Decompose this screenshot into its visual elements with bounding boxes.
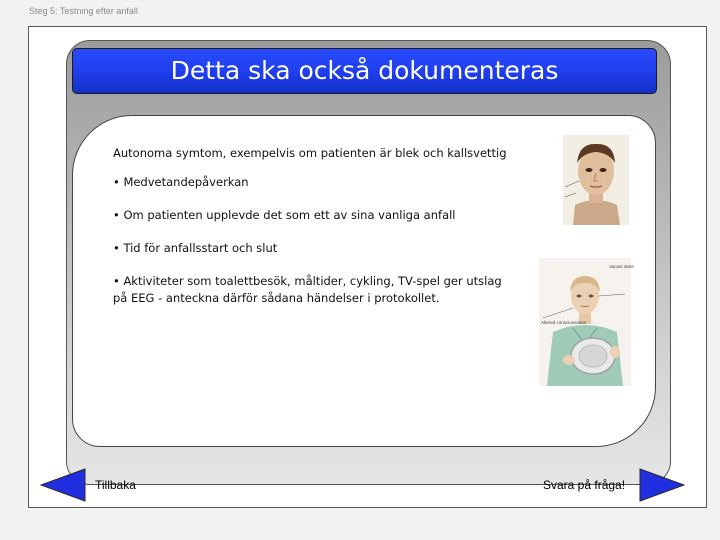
answer-question-button-label[interactable]: Svara på fråga! xyxy=(543,478,626,492)
next-arrow-button[interactable] xyxy=(638,468,686,502)
intro-text: Autonoma symtom, exempelvis om patienten är blek och kallsvettig xyxy=(113,146,507,160)
slide-frame xyxy=(28,26,707,508)
bullet-item: • Om patienten upplevde det som ett av sina vanliga anfall xyxy=(113,208,456,222)
bullet-item: • Tid för anfallsstart och slut xyxy=(113,241,278,255)
back-arrow-button[interactable] xyxy=(39,468,87,502)
bullet-item: • Aktiviteter som toalettbesök, måltider, cykling, TV-spel ger utslag på EEG - anteckna därför sådana händelser i protokollet. xyxy=(113,274,502,305)
bullet-item: • Medvetandepåverkan xyxy=(113,175,249,189)
content-text xyxy=(113,145,513,323)
patient-illustration xyxy=(539,258,634,386)
vacant-stare-label: Vacant stare xyxy=(609,264,634,269)
back-button-label[interactable]: Tillbaka xyxy=(95,478,136,492)
pale-face-illustration xyxy=(563,135,629,225)
breadcrumb: Steg 5: Testning efter anfall xyxy=(29,6,138,16)
altered-consciousness-label: Altered consciousness xyxy=(541,320,587,325)
page-title: Detta ska också dokumenteras xyxy=(72,48,657,94)
